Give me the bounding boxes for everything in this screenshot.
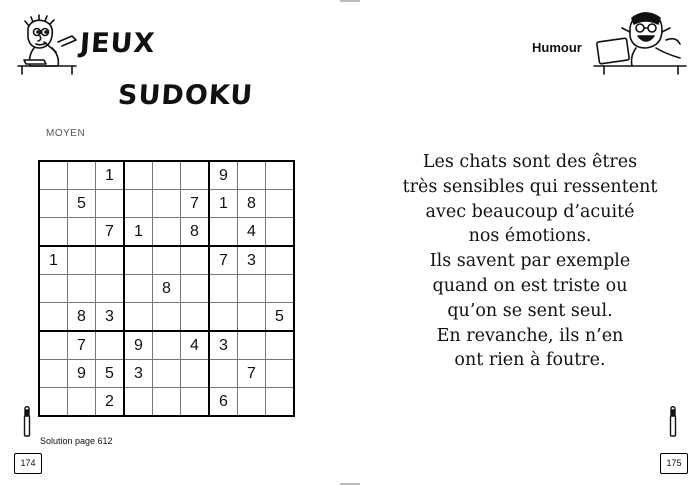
sudoku-row (39, 360, 294, 388)
sudoku-cell: 9 (124, 331, 153, 360)
sudoku-cell (238, 303, 266, 332)
sudoku-cell (153, 388, 181, 417)
sudoku-cell (39, 360, 68, 388)
sudoku-cell (266, 275, 295, 303)
sudoku-cell (39, 161, 68, 190)
sudoku-cell (238, 275, 266, 303)
joke-text (380, 150, 680, 373)
sudoku-cell: 1 (124, 218, 153, 247)
sudoku-row (39, 303, 294, 332)
sudoku-cell (181, 246, 210, 275)
sudoku-cell (153, 218, 181, 247)
sudoku-cell (266, 360, 295, 388)
sudoku-cell: 7 (238, 360, 266, 388)
page-number-left: 174 (14, 453, 42, 474)
sudoku-cell (68, 161, 96, 190)
sudoku-cell (153, 246, 181, 275)
sudoku-cell (96, 331, 125, 360)
difficulty-label: MOYEN (46, 128, 86, 139)
sudoku-cell (181, 275, 210, 303)
sudoku-cell (124, 161, 153, 190)
sudoku-cell (238, 161, 266, 190)
joke-line: quand on est triste ou (432, 275, 628, 296)
sudoku-row (39, 190, 294, 218)
sudoku-cell (39, 303, 68, 332)
sudoku-cell (181, 388, 210, 417)
sudoku-cell: 7 (96, 218, 125, 247)
joke-line: En revanche, ils n’en (436, 325, 624, 346)
sudoku-cell: 1 (96, 161, 125, 190)
sudoku-cell (153, 331, 181, 360)
sudoku-cell (266, 331, 295, 360)
sudoku-cell (209, 303, 238, 332)
sudoku-cell: 8 (238, 190, 266, 218)
sudoku-row (39, 218, 294, 247)
sudoku-cell: 9 (68, 360, 96, 388)
sudoku-cell: 4 (238, 218, 266, 247)
sudoku-cell (266, 218, 295, 247)
sudoku-cell (209, 360, 238, 388)
cartoon-thinker-icon (14, 14, 84, 76)
sudoku-cell (68, 218, 96, 247)
sudoku-cell (39, 331, 68, 360)
sudoku-row (39, 275, 294, 303)
joke-line: nos émotions. (468, 226, 592, 247)
sudoku-cell (96, 275, 125, 303)
sudoku-cell: 4 (181, 331, 210, 360)
sudoku-cell: 5 (96, 360, 125, 388)
sudoku-row (39, 161, 294, 190)
sudoku-cell (238, 388, 266, 417)
sudoku-cell: 2 (96, 388, 125, 417)
sudoku-row (39, 331, 294, 360)
joke-line: Ils savent par exemple (429, 251, 631, 272)
sudoku-cell: 7 (68, 331, 96, 360)
joke-line: Les chats sont des êtres (422, 152, 638, 172)
joke-line: très sensibles qui ressentent (402, 176, 658, 197)
sudoku-cell: 7 (181, 190, 210, 218)
sudoku-cell: 7 (209, 246, 238, 275)
sudoku-cell (124, 388, 153, 417)
sudoku-cell (39, 388, 68, 417)
sudoku-cell: 6 (209, 388, 238, 417)
sudoku-cell (153, 360, 181, 388)
sudoku-cell: 8 (181, 218, 210, 247)
sudoku-cell (153, 161, 181, 190)
sudoku-cell (266, 161, 295, 190)
sudoku-cell (181, 303, 210, 332)
sudoku-cell: 3 (238, 246, 266, 275)
page-number-right: 175 (660, 453, 688, 474)
sudoku-cell: 8 (68, 303, 96, 332)
sudoku-row (39, 388, 294, 417)
sudoku-cell: 3 (209, 331, 238, 360)
sudoku-row (39, 246, 294, 275)
sudoku-cell (39, 190, 68, 218)
pen-icon (666, 406, 680, 454)
sudoku-cell: 9 (209, 161, 238, 190)
sudoku-cell (153, 190, 181, 218)
sudoku-cell: 1 (209, 190, 238, 218)
sudoku-cell: 8 (153, 275, 181, 303)
cartoon-laughing-icon (590, 10, 690, 76)
sudoku-cell (124, 190, 153, 218)
sudoku-cell: 3 (124, 360, 153, 388)
sudoku-cell: 3 (96, 303, 125, 332)
sudoku-cell (181, 360, 210, 388)
sudoku-cell: 1 (39, 246, 68, 275)
joke-line: avec beaucoup d’acuité (425, 201, 635, 222)
sudoku-cell (266, 388, 295, 417)
sudoku-cell (68, 246, 96, 275)
sudoku-grid (38, 160, 295, 417)
sudoku-cell (96, 246, 125, 275)
pen-icon (20, 406, 34, 454)
sudoku-cell (209, 275, 238, 303)
solution-reference: Solution page 612 (40, 436, 113, 446)
right-page (350, 0, 700, 486)
sudoku-cell (39, 218, 68, 247)
sudoku-cell (238, 331, 266, 360)
puzzle-title: SUDOKU (116, 80, 255, 111)
sudoku-cell (124, 275, 153, 303)
sudoku-cell (266, 246, 295, 275)
sudoku-cell (124, 303, 153, 332)
sudoku-cell (209, 218, 238, 247)
joke-line: ont rien à foutre. (454, 350, 606, 371)
sudoku-cell: 5 (68, 190, 96, 218)
sudoku-cell (266, 190, 295, 218)
sudoku-cell (96, 190, 125, 218)
section-header-humour: Humour (532, 40, 582, 55)
sudoku-cell (181, 161, 210, 190)
sudoku-cell (124, 246, 153, 275)
sudoku-cell (153, 303, 181, 332)
sudoku-cell (68, 275, 96, 303)
joke-line: qu’on se sent seul. (447, 300, 613, 321)
sudoku-cell: 5 (266, 303, 295, 332)
sudoku-cell (68, 388, 96, 417)
sudoku-cell (39, 275, 68, 303)
section-label: JEUX (78, 28, 157, 59)
